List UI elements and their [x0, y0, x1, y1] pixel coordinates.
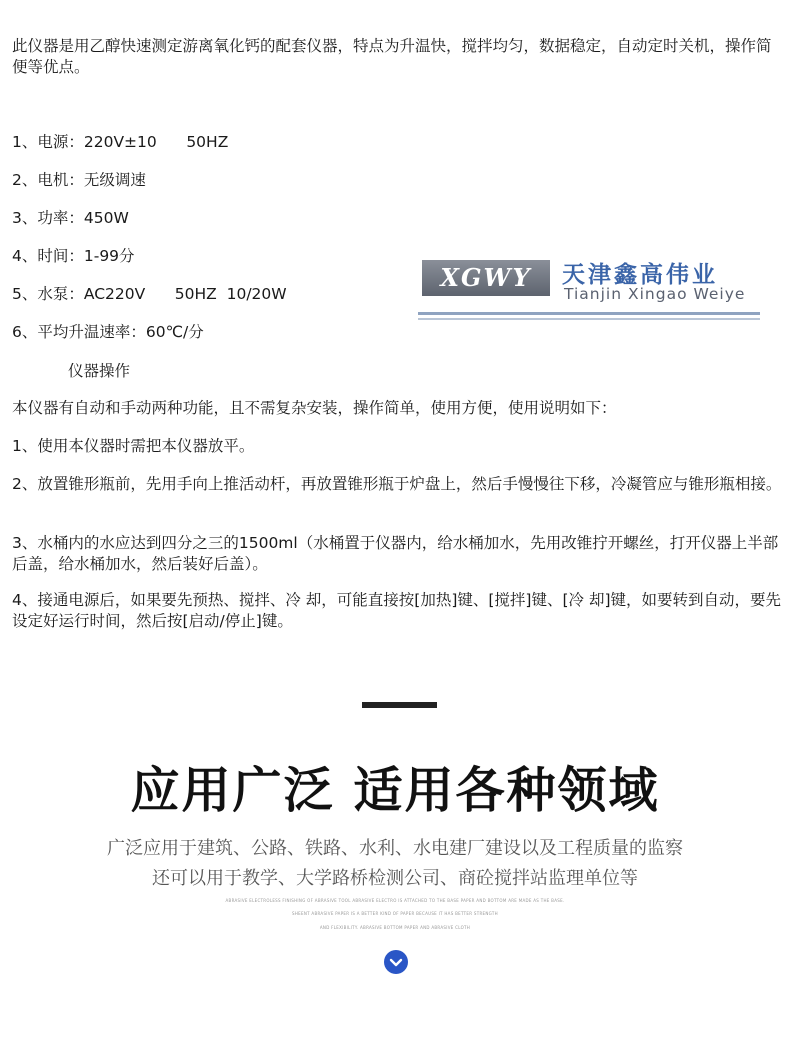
step-item: 4、接通电源后，如果要先预热、搅拌、冷 却，可能直接按[加热]键、[搅拌]键、[冷 却]键，如要转到自动，要先设定好运行时间，然后按[启动/停止]键。 [12, 591, 782, 630]
spec-heating-rate: 6、平均升温速率：60℃/分 [12, 323, 204, 341]
logo-company-name-cn: 天津鑫高伟业 [562, 262, 718, 288]
section-divider [362, 702, 437, 708]
spec-pump: 5、水泵：AC220V 50HZ 10/20W [12, 285, 287, 303]
section-title: 应用广泛 适用各种领域 [130, 762, 660, 819]
logo-underline-secondary [418, 318, 760, 320]
chevron-down-icon [389, 953, 403, 972]
fine-print-line: SHEENT ABRASIVE PAPER IS A BETTER KIND OF PAPER BECAUSE IT HAS BETTER STRENGTH [292, 911, 498, 916]
scroll-down-button[interactable] [384, 950, 408, 974]
spec-time: 4、时间：1-99分 [12, 247, 135, 265]
fine-print-line: ABRASIVE ELECTROLESS FINISHING OF ABRASIVE TOOL ABRASIVE ELECTRO IS ATTACHED TO THE BASE PAPER AND BOTTOM ARE MADE AS THE BASE. [225, 898, 565, 903]
company-logo [418, 252, 760, 324]
logo-company-name-en: Tianjin Xingao Weiye [564, 285, 746, 303]
step-item: 3、水桶内的水应达到四分之三的1500ml（水桶置于仪器内，给水桶加水，先用改锥拧开螺丝，打开仪器上半部后盖，给水桶加水，然后装好后盖）。 [12, 534, 779, 573]
section-subtitle-line1: 广泛应用于建筑、公路、铁路、水利、水电建厂建设以及工程质量的监察 [107, 838, 683, 859]
operation-intro: 本仪器有自动和手动两种功能，且不需复杂安装，操作简单，使用方便，使用说明如下： [12, 399, 617, 417]
fine-print-line: AND FLEXIBILITY. ABRASIVE BOTTOM PAPER AND ABRASIVE CLOTH [319, 925, 471, 930]
section-subtitle-line2: 还可以用于教学、大学路桥检测公司、商砼搅拌站监理单位等 [152, 868, 638, 889]
step-item: 1、使用本仪器时需把本仪器放平。 [12, 437, 255, 455]
spec-power: 1、电源：220V±10 50HZ [12, 133, 229, 151]
logo-badge: XGWY [422, 260, 550, 296]
logo-underline [418, 312, 760, 315]
operation-heading: 仪器操作 [68, 362, 131, 380]
intro-text: 此仪器是用乙醇快速测定游离氧化钙的配套仪器，特点为升温快，搅拌均匀，数据稳定，自动定时关机，操作简便等优点。 [12, 37, 772, 76]
step-item: 2、放置锥形瓶前，先用手向上推活动杆，再放置锥形瓶于炉盘上，然后手慢慢往下移，冷凝管应与锥形瓶相接。 [12, 475, 782, 493]
spec-wattage: 3、功率：450W [12, 209, 129, 227]
spec-motor: 2、电机：无级调速 [12, 171, 146, 189]
